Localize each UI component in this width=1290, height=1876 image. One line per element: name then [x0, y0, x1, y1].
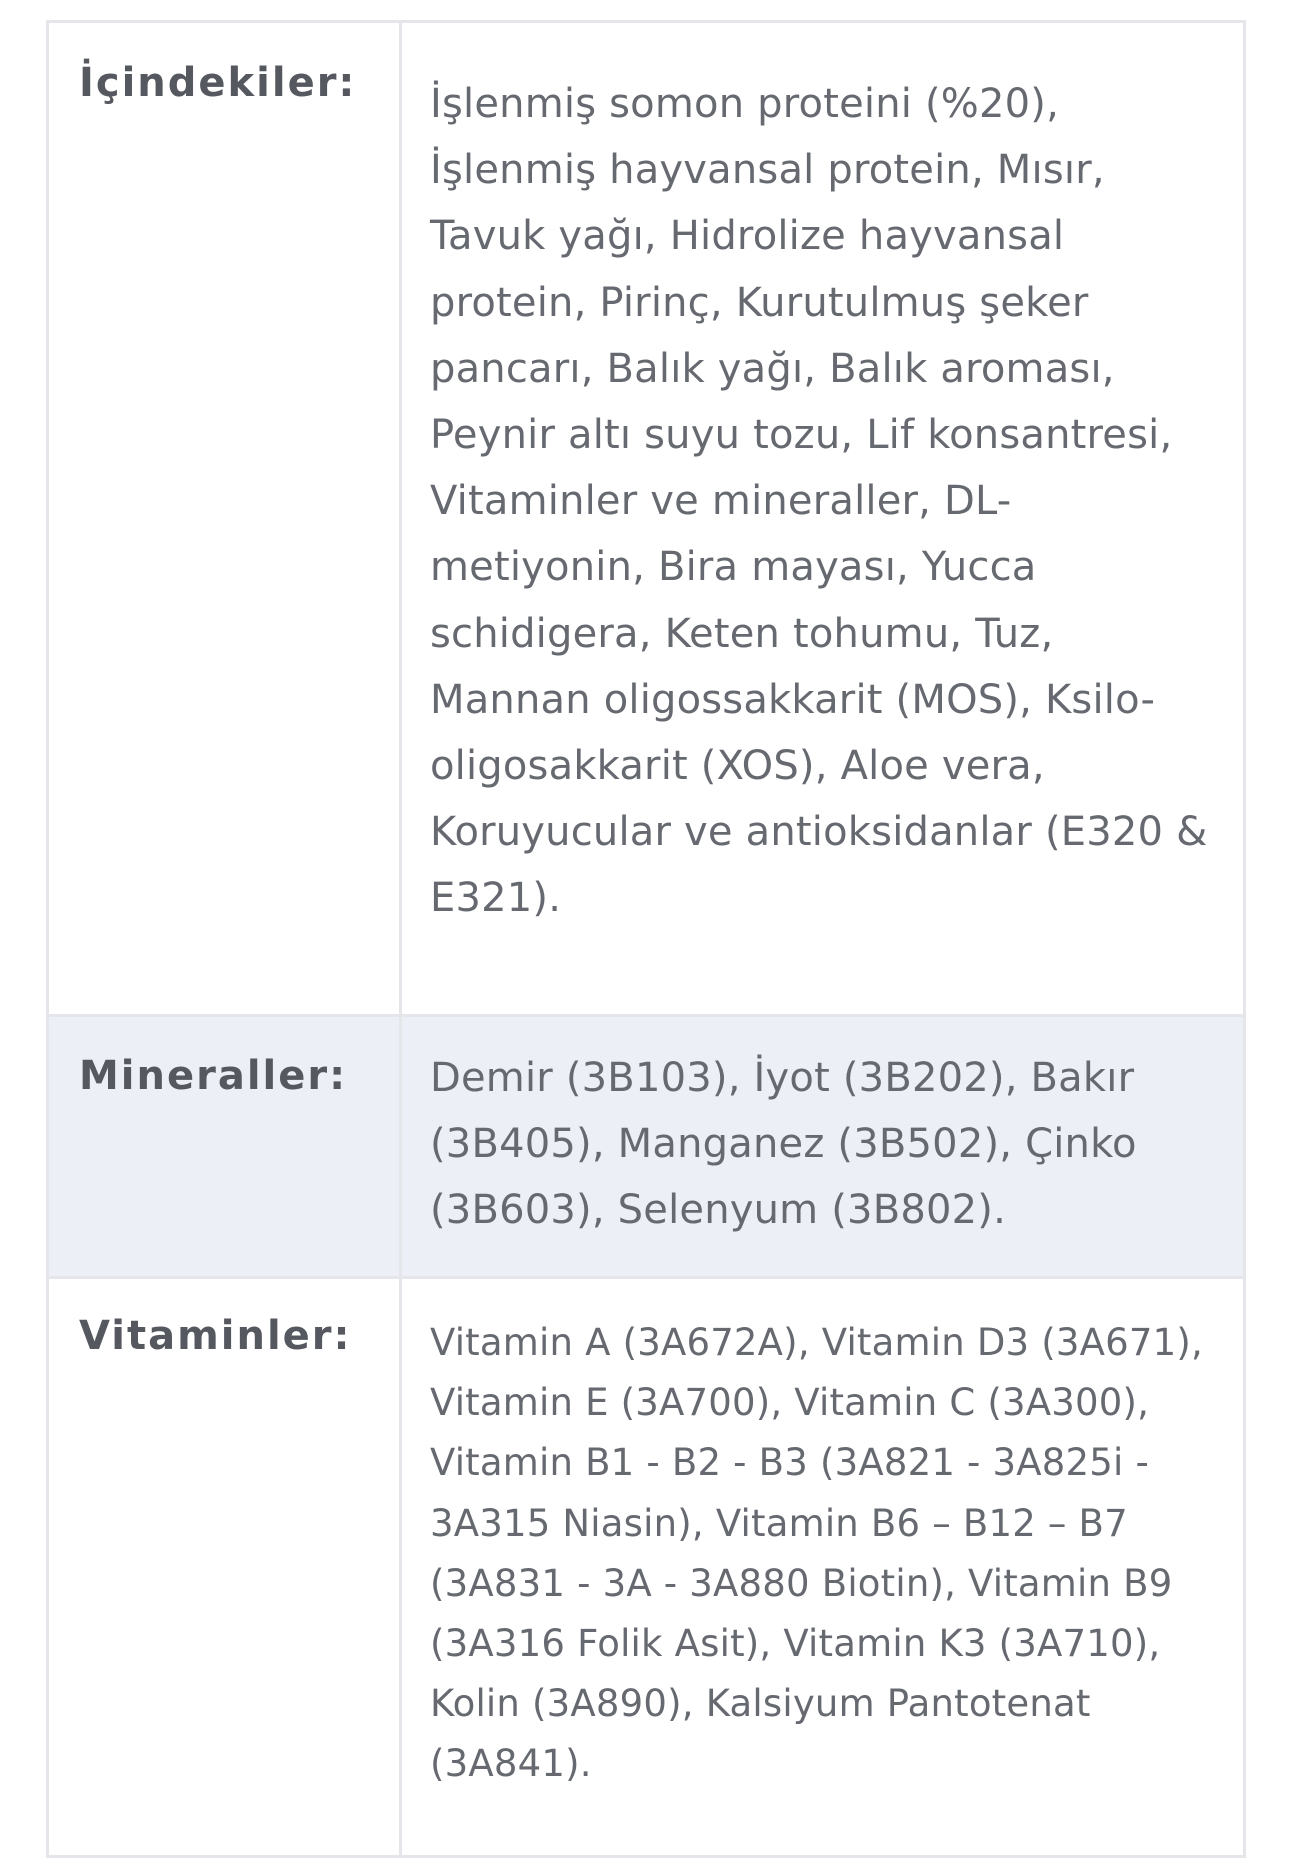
label-cell [49, 23, 402, 1014]
ingredients-label: İçindekiler: [79, 60, 357, 106]
table-row-minerals [49, 1017, 1243, 1279]
value-cell [402, 23, 1243, 1014]
label-cell [49, 1017, 402, 1276]
label-cell [49, 1279, 402, 1855]
ingredients-value: İşlenmiş somon proteini (%20), İşlenmiş hayvansal protein, Mısır, Tavuk yağı, Hidrolize hayvansal protein, Pirinç, Kurutulmuş şeker pancarı, Balık yağı, Balık aroması, Peynir altı suyu tozu, Lif konsantresi, Vitaminler ve mineraller, DL-metiyonin, Bira mayası, Yucca schidigera, Keten tohumu, Tuz, Mannan oligossakkarit (MOS), Ksilo-oligosakkarit (XOS), Aloe vera, Koruyucular ve antioksidanlar (E320 & E321). [430, 81, 1208, 922]
vitamins-label: Vitaminler: [79, 1313, 352, 1359]
value-cell [402, 1279, 1243, 1855]
minerals-label: Mineraller: [79, 1053, 348, 1099]
minerals-value: Demir (3B103), İyot (3B202), Bakır (3B405), Manganez (3B502), Çinko (3B603), Selenyum (3B802). [430, 1055, 1137, 1234]
table-row-ingredients [49, 23, 1243, 1017]
vitamins-value: Vitamin A (3A672A), Vitamin D3 (3A671), Vitamin E (3A700), Vitamin C (3A300), Vitamin B1 - B2 - B3 (3A821 - 3A825i - 3A315 Niasin), Vitamin B6 – B12 – B7 (3A831 - 3A - 3A880 Biotin), Vitamin B9 (3A316 Folik Asit), Vitamin K3 (3A710), Kolin (3A890), Kalsiyum Pantotenat (3A841). [430, 1321, 1203, 1786]
table-row-vitamins [49, 1279, 1243, 1855]
value-cell [402, 1017, 1243, 1276]
composition-table [46, 20, 1246, 1858]
